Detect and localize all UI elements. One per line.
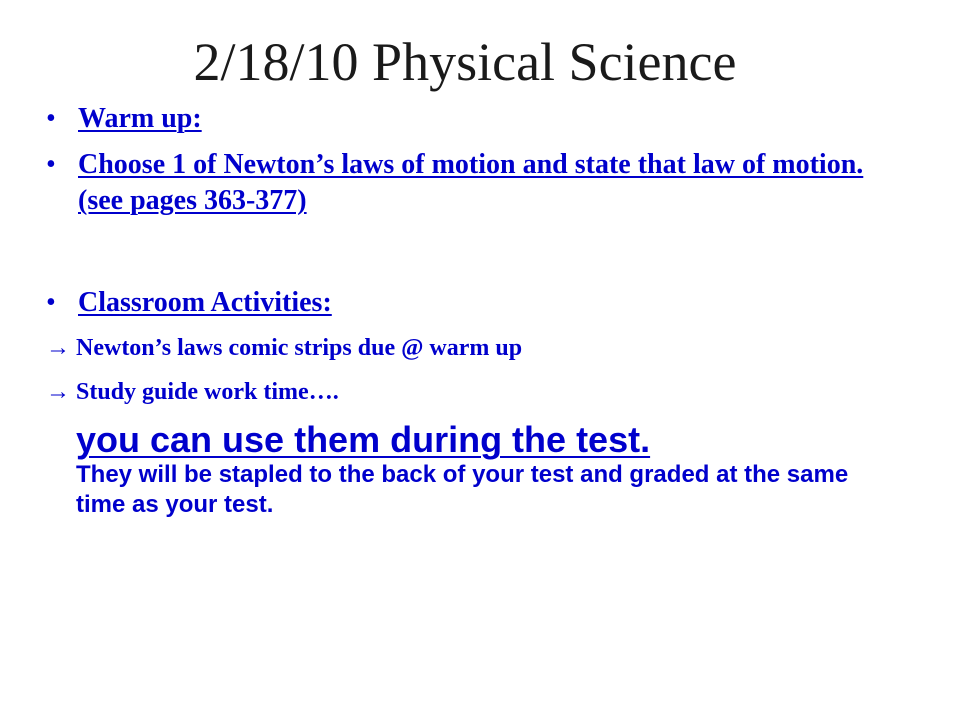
slide-title: 2/18/10 Physical Science [193, 32, 737, 92]
activity-study-guide [46, 377, 339, 407]
activity-text: Study guide work time…. [76, 379, 339, 405]
bullet-dot-icon: • [46, 149, 56, 180]
bullet-dot-icon: • [46, 103, 56, 134]
bullet-dot-icon: • [46, 287, 56, 318]
activity-text: Newton’s laws comic strips due @ warm up [76, 335, 523, 361]
bullet-warm-up [46, 101, 202, 137]
bullet-classroom-activities [46, 285, 332, 321]
emphasis-text: you can use them during the test. [76, 419, 651, 460]
activity-comic-strips [46, 333, 522, 363]
bullet-text: Classroom Activities: [78, 287, 332, 318]
arrow-right-icon: → [46, 335, 70, 361]
bullet-text: Warm up: [78, 103, 202, 134]
bullet-text: Choose 1 of Newton’s laws of motion and state that law of motion. (see pages 363-377) [78, 149, 864, 216]
bullet-choose-law [46, 147, 906, 219]
note-text: They will be stapled to the back of your test and graded at the same time as your test. [76, 461, 849, 518]
arrow-right-icon: → [46, 379, 70, 405]
